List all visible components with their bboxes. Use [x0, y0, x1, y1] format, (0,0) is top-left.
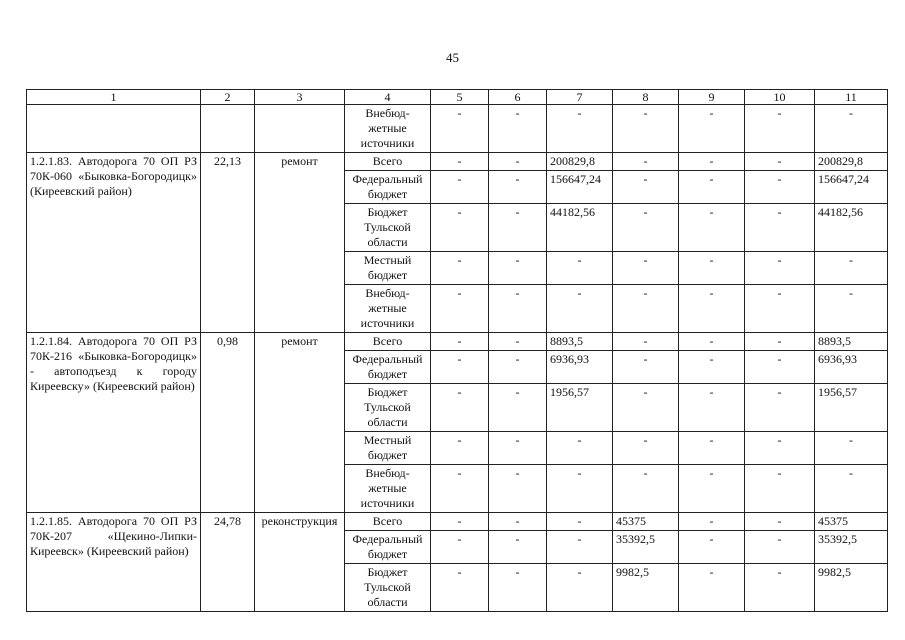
funding-source-cell: Бюджет Тульской области [345, 564, 431, 612]
empty-value-cell: - [489, 513, 547, 531]
empty-value-cell: - [431, 465, 489, 513]
empty-value-cell: - [547, 531, 613, 564]
empty-value-cell: - [547, 432, 613, 465]
header-row [27, 90, 888, 105]
empty-value-cell: - [489, 465, 547, 513]
budget-table [26, 89, 888, 612]
value-cell: 45375 [613, 513, 679, 531]
funding-source-cell: Местный бюджет [345, 432, 431, 465]
empty-value-cell: - [547, 564, 613, 612]
table-row [27, 105, 888, 153]
empty-value-cell: - [489, 105, 547, 153]
empty-value-cell: - [547, 105, 613, 153]
column-header: 11 [815, 90, 888, 105]
empty-value-cell: - [613, 105, 679, 153]
empty-value-cell: - [489, 252, 547, 285]
object-name-cell: 1.2.1.85. Автодорога 70 ОП РЗ 70К-207 «Щекино-Липки-Киреевск» (Киреевский район) [27, 513, 201, 612]
empty-value-cell: - [745, 513, 815, 531]
empty-value-cell: - [679, 432, 745, 465]
work-type-cell [255, 105, 345, 153]
empty-value-cell: - [489, 351, 547, 384]
empty-value-cell: - [815, 252, 888, 285]
funding-source-cell: Внебюд-жетные источники [345, 465, 431, 513]
empty-value-cell: - [745, 153, 815, 171]
column-header: 4 [345, 90, 431, 105]
empty-value-cell: - [745, 252, 815, 285]
empty-value-cell: - [679, 153, 745, 171]
empty-value-cell: - [679, 333, 745, 351]
value-cell: 8893,5 [547, 333, 613, 351]
empty-value-cell: - [431, 513, 489, 531]
empty-value-cell: - [613, 333, 679, 351]
empty-value-cell: - [431, 252, 489, 285]
empty-value-cell: - [613, 171, 679, 204]
empty-value-cell: - [431, 351, 489, 384]
empty-value-cell: - [489, 333, 547, 351]
empty-value-cell: - [815, 105, 888, 153]
work-type-cell: ремонт [255, 333, 345, 513]
empty-value-cell: - [431, 531, 489, 564]
value-cell: 9982,5 [613, 564, 679, 612]
funding-source-cell: Федеральный бюджет [345, 531, 431, 564]
value-cell: 6936,93 [547, 351, 613, 384]
empty-value-cell: - [613, 153, 679, 171]
empty-value-cell: - [489, 432, 547, 465]
length-cell: 0,98 [201, 333, 255, 513]
empty-value-cell: - [679, 531, 745, 564]
value-cell: 44182,56 [815, 204, 888, 252]
column-header: 9 [679, 90, 745, 105]
empty-value-cell: - [679, 252, 745, 285]
work-type-cell: реконструкция [255, 513, 345, 612]
column-header: 10 [745, 90, 815, 105]
funding-source-cell: Внебюд-жетные источники [345, 285, 431, 333]
empty-value-cell: - [547, 465, 613, 513]
column-header: 3 [255, 90, 345, 105]
value-cell: 1956,57 [547, 384, 613, 432]
empty-value-cell: - [679, 171, 745, 204]
empty-value-cell: - [431, 432, 489, 465]
empty-value-cell: - [489, 204, 547, 252]
empty-value-cell: - [745, 105, 815, 153]
value-cell: 156647,24 [547, 171, 613, 204]
funding-source-cell: Внебюд-жетные источники [345, 105, 431, 153]
value-cell: 9982,5 [815, 564, 888, 612]
empty-value-cell: - [547, 252, 613, 285]
work-type-cell: ремонт [255, 153, 345, 333]
empty-value-cell: - [613, 465, 679, 513]
empty-value-cell: - [815, 465, 888, 513]
value-cell: 45375 [815, 513, 888, 531]
empty-value-cell: - [489, 285, 547, 333]
empty-value-cell: - [613, 204, 679, 252]
funding-source-cell: Федеральный бюджет [345, 171, 431, 204]
object-name-cell: 1.2.1.84. Автодорога 70 ОП РЗ 70К-216 «Быковка-Богородицк» - автоподъезд к городу Киреевску» (Киреевский район) [27, 333, 201, 513]
empty-value-cell: - [679, 351, 745, 384]
table-row [27, 333, 888, 351]
empty-value-cell: - [613, 252, 679, 285]
empty-value-cell: - [679, 384, 745, 432]
value-cell: 8893,5 [815, 333, 888, 351]
funding-source-cell: Всего [345, 153, 431, 171]
empty-value-cell: - [815, 432, 888, 465]
empty-value-cell: - [745, 171, 815, 204]
funding-source-cell: Всего [345, 333, 431, 351]
empty-value-cell: - [745, 333, 815, 351]
table-row [27, 513, 888, 531]
column-header: 6 [489, 90, 547, 105]
empty-value-cell: - [489, 564, 547, 612]
column-header: 7 [547, 90, 613, 105]
value-cell: 1956,57 [815, 384, 888, 432]
column-header: 5 [431, 90, 489, 105]
funding-source-cell: Местный бюджет [345, 252, 431, 285]
empty-value-cell: - [613, 285, 679, 333]
empty-value-cell: - [679, 465, 745, 513]
page-number: 45 [446, 50, 459, 65]
column-header: 1 [27, 90, 201, 105]
object-cell [27, 105, 201, 153]
value-cell: 200829,8 [815, 153, 888, 171]
length-cell: 24,78 [201, 513, 255, 612]
value-cell: 35392,5 [613, 531, 679, 564]
empty-value-cell: - [679, 204, 745, 252]
empty-value-cell: - [745, 351, 815, 384]
empty-value-cell: - [489, 384, 547, 432]
funding-source-cell: Всего [345, 513, 431, 531]
funding-source-cell: Бюджет Тульской области [345, 384, 431, 432]
empty-value-cell: - [489, 531, 547, 564]
value-cell: 35392,5 [815, 531, 888, 564]
empty-value-cell: - [431, 171, 489, 204]
empty-value-cell: - [489, 171, 547, 204]
empty-value-cell: - [613, 384, 679, 432]
object-name-cell: 1.2.1.83. Автодорога 70 ОП РЗ 70К-060 «Быковка-Богородицк» (Киреевский район) [27, 153, 201, 333]
empty-value-cell: - [489, 153, 547, 171]
empty-value-cell: - [745, 432, 815, 465]
value-cell: 44182,56 [547, 204, 613, 252]
value-cell: 156647,24 [815, 171, 888, 204]
value-cell: 6936,93 [815, 351, 888, 384]
empty-value-cell: - [547, 285, 613, 333]
empty-value-cell: - [745, 384, 815, 432]
table-row [27, 153, 888, 171]
length-cell: 22,13 [201, 153, 255, 333]
column-header: 2 [201, 90, 255, 105]
empty-value-cell: - [679, 105, 745, 153]
column-header: 8 [613, 90, 679, 105]
empty-value-cell: - [745, 531, 815, 564]
empty-value-cell: - [745, 204, 815, 252]
empty-value-cell: - [815, 285, 888, 333]
empty-value-cell: - [679, 513, 745, 531]
empty-value-cell: - [431, 333, 489, 351]
empty-value-cell: - [745, 285, 815, 333]
empty-value-cell: - [547, 513, 613, 531]
empty-value-cell: - [431, 204, 489, 252]
empty-value-cell: - [679, 285, 745, 333]
empty-value-cell: - [431, 105, 489, 153]
length-cell [201, 105, 255, 153]
empty-value-cell: - [431, 153, 489, 171]
empty-value-cell: - [613, 432, 679, 465]
empty-value-cell: - [745, 564, 815, 612]
empty-value-cell: - [679, 564, 745, 612]
value-cell: 200829,8 [547, 153, 613, 171]
empty-value-cell: - [431, 564, 489, 612]
funding-source-cell: Бюджет Тульской области [345, 204, 431, 252]
empty-value-cell: - [431, 285, 489, 333]
empty-value-cell: - [613, 351, 679, 384]
empty-value-cell: - [431, 384, 489, 432]
empty-value-cell: - [745, 465, 815, 513]
funding-source-cell: Федеральный бюджет [345, 351, 431, 384]
